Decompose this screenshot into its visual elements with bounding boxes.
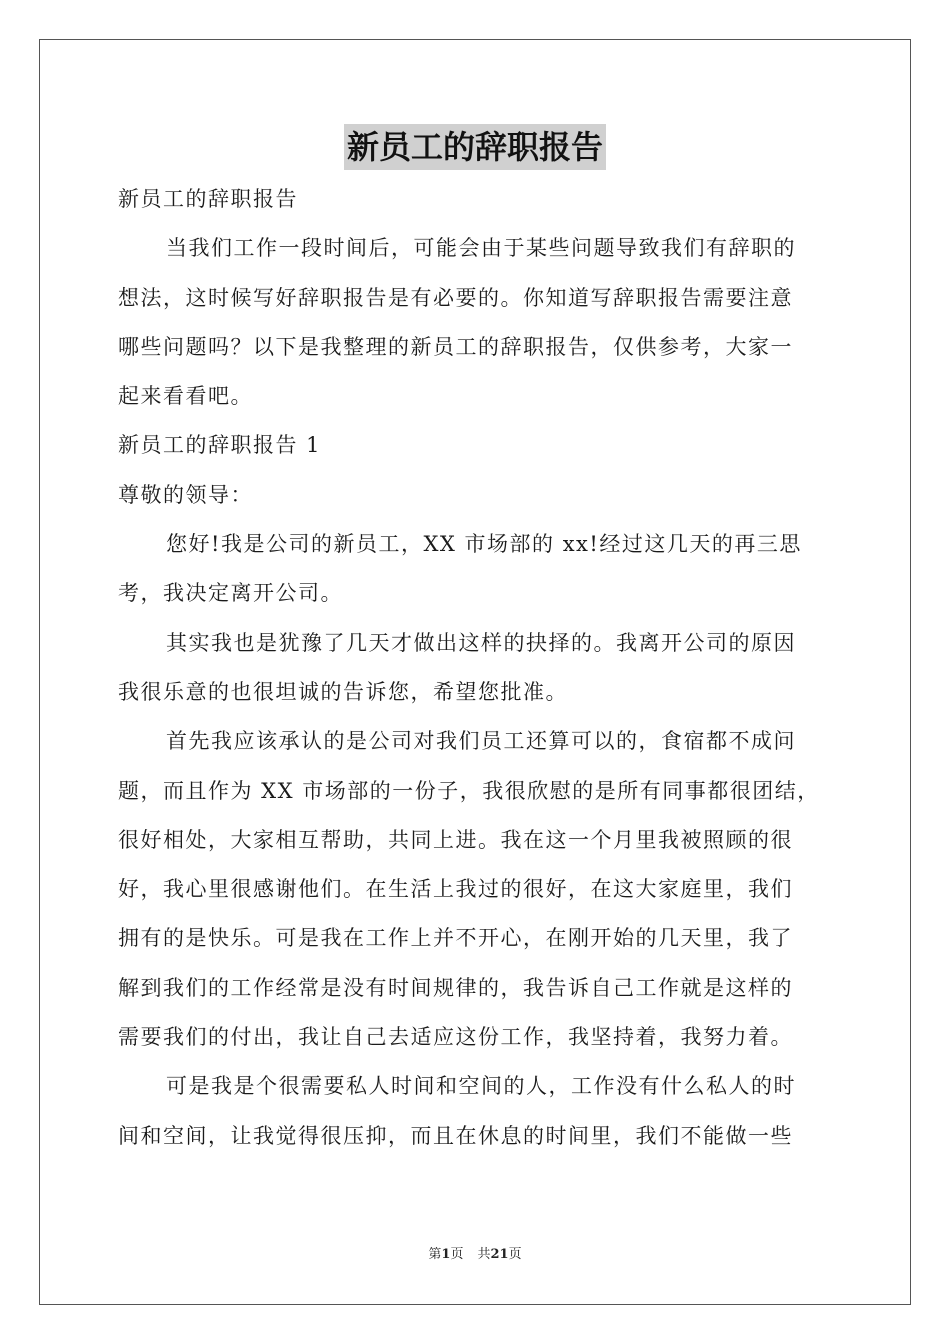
body-line: 很好相处，大家相互帮助，共同上进。我在这一个月里我被照顾的很: [118, 827, 793, 852]
body-line: 需要我们的付出，我让自己去适应这份工作，我坚持着，我努力着。: [118, 1025, 793, 1050]
section-heading: 新员工的辞职报告 1: [118, 433, 322, 458]
total-suffix: 页: [508, 1247, 522, 1262]
body-line: 解到我们的工作经常是没有时间规律的，我告诉自己工作就是这样的: [118, 975, 793, 1000]
total-pages: 21: [490, 1247, 509, 1262]
body-line: 哪些问题吗？以下是我整理的新员工的辞职报告，仅供参考，大家一: [118, 334, 793, 359]
page-prefix: 第: [428, 1247, 442, 1262]
total-prefix: 共: [477, 1247, 491, 1262]
body-line: 当我们工作一段时间后，可能会由于某些问题导致我们有辞职的: [166, 236, 796, 261]
body-line: 首先我应该承认的是公司对我们员工还算可以的，食宿都不成问: [166, 729, 796, 754]
title-container: [0, 124, 950, 170]
body-line: 其实我也是犹豫了几天才做出这样的抉择的。我离开公司的原因: [166, 630, 796, 655]
body-line: 间和空间，让我觉得很压抑，而且在休息的时间里，我们不能做一些: [118, 1123, 793, 1148]
body-line: 题，而且作为 XX 市场部的一份子，我很欣慰的是所有同事都很团结，: [118, 778, 820, 803]
body-line: 您好!我是公司的新员工，XX 市场部的 xx!经过这几天的再三思: [166, 532, 802, 557]
page-number: 1: [441, 1247, 451, 1262]
page-suffix: 页: [450, 1247, 464, 1262]
body-line: 起来看看吧。: [118, 384, 253, 409]
salutation: 尊敬的领导：: [118, 482, 253, 507]
document-body: [118, 175, 834, 1161]
body-line: 好，我心里很感谢他们。在生活上我过的很好，在这大家庭里，我们: [118, 877, 793, 902]
body-line: 可是我是个很需要私人时间和空间的人，工作没有什么私人的时: [166, 1074, 796, 1099]
document-title: 新员工的辞职报告: [344, 124, 606, 170]
body-line: 考，我决定离开公司。: [118, 581, 343, 606]
body-line: 想法，这时候写好辞职报告是有必要的。你知道写辞职报告需要注意: [118, 285, 793, 310]
body-line: 我很乐意的也很坦诚的告诉您，希望您批准。: [118, 679, 568, 704]
body-line: 新员工的辞职报告: [118, 187, 298, 211]
page-footer: [0, 1246, 950, 1264]
body-line: 拥有的是快乐。可是我在工作上并不开心，在刚开始的几天里，我了: [118, 926, 793, 951]
